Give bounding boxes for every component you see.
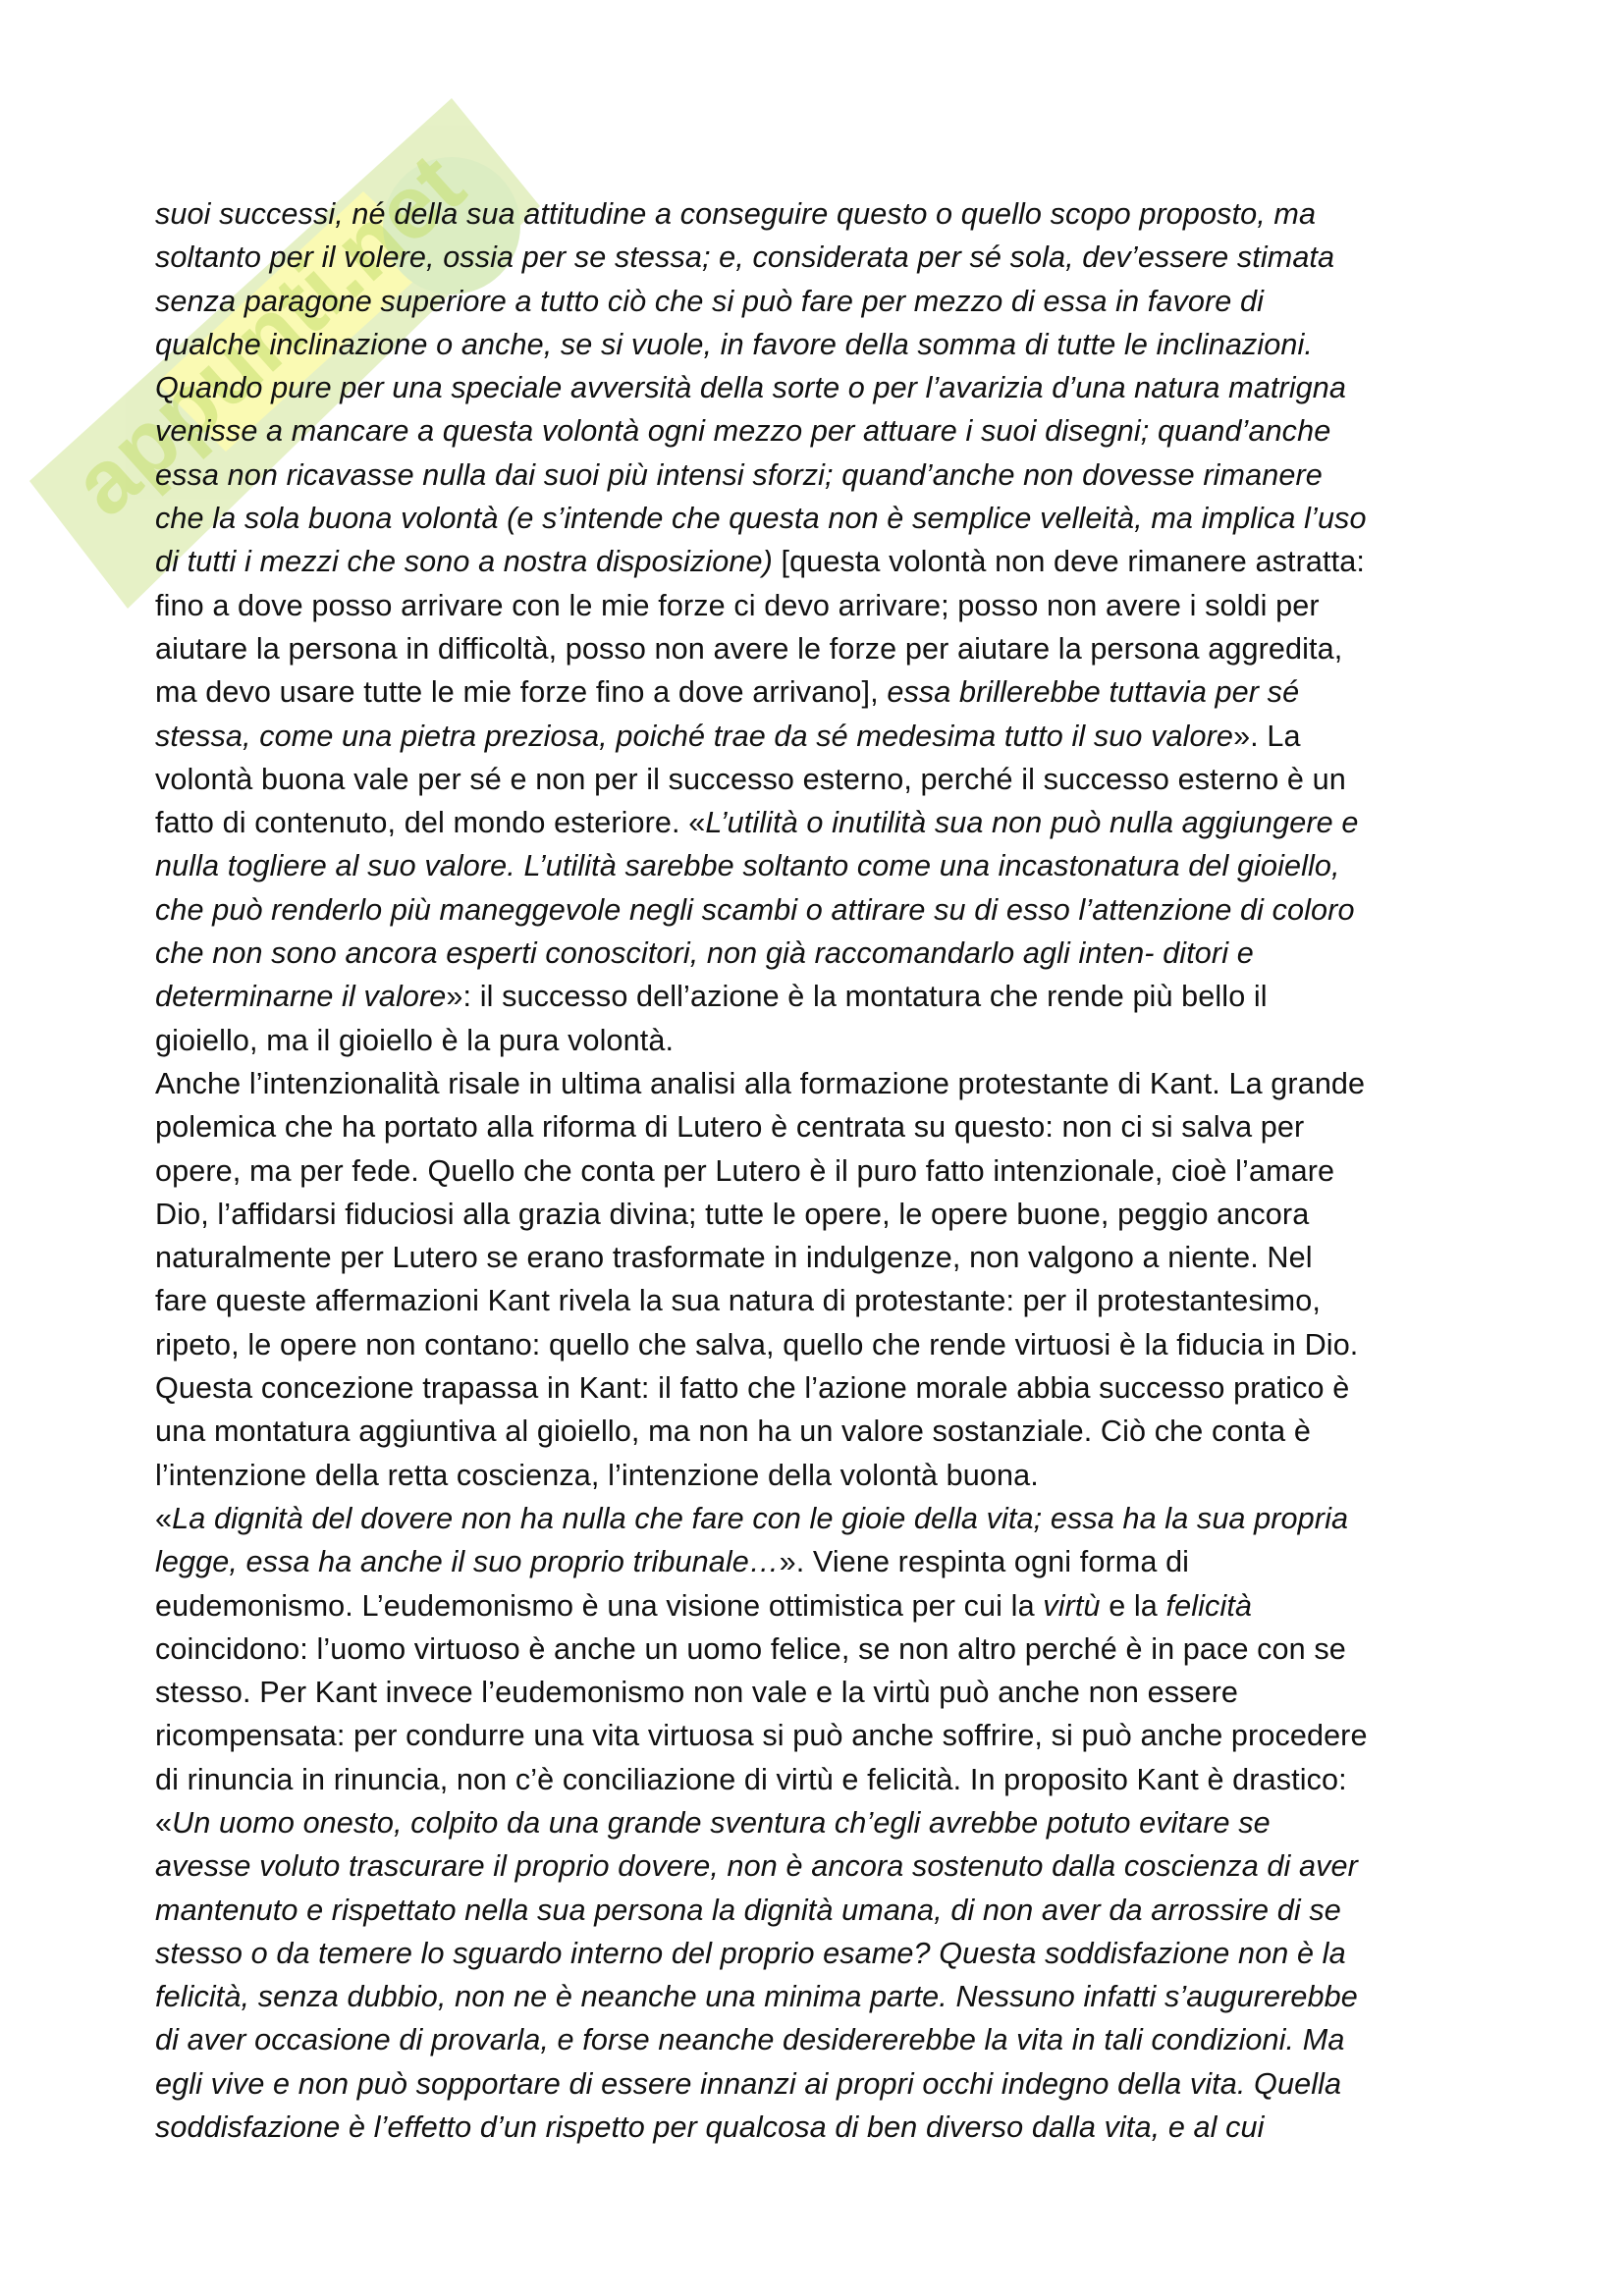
document-body bbox=[155, 192, 1487, 2149]
text-line bbox=[155, 280, 1487, 323]
quoted-text-segment: essa non ricavasse nulla dai suoi più intensi sforzi; quand’anche non dovesse rimanere bbox=[155, 457, 1323, 492]
quoted-text-segment: soddisfazione è l’effetto d’un rispetto per qualcosa di ben diverso dalla vita, e al cui bbox=[155, 2110, 1265, 2145]
quoted-text-segment: che la sola buona volontà (e s’intende che questa non è semplice velleità, ma implica l’uso bbox=[155, 502, 1367, 536]
text-line bbox=[155, 1540, 1487, 1583]
text-segment: e la bbox=[1100, 1588, 1166, 1623]
quoted-text-segment: mantenuto e rispettato nella sua persona la dignità umana, di non aver da arrossire di se bbox=[155, 1893, 1341, 1927]
text-line bbox=[155, 1410, 1487, 1453]
text-line bbox=[155, 801, 1487, 844]
text-line bbox=[155, 1105, 1487, 1148]
text-line bbox=[155, 715, 1487, 758]
text-line bbox=[155, 1671, 1487, 1714]
quoted-text-segment: felicità bbox=[1165, 1588, 1253, 1623]
quoted-text-segment: di aver occasione di provarla, e forse neanche desidererebbe la vita in tali condizioni. Ma bbox=[155, 2023, 1345, 2057]
text-line bbox=[155, 1497, 1487, 1540]
text-line bbox=[155, 2018, 1487, 2061]
text-segment: l’intenzione della retta coscienza, l’intenzione della volontà buona. bbox=[155, 1458, 1039, 1492]
text-line bbox=[155, 1758, 1487, 1801]
quoted-text-segment: senza paragone superiore a tutto ciò che si può fare per mezzo di essa in favore di bbox=[155, 284, 1265, 318]
quoted-text-segment: stesso o da temere lo sguardo interno del proprio esame? Questa soddisfazione non è la bbox=[155, 1936, 1346, 1970]
text-segment: « bbox=[155, 1501, 173, 1535]
text-segment: gioiello, ma il gioiello è la pura volontà. bbox=[155, 1023, 675, 1057]
text-segment: volontà buona vale per sé e non per il successo esterno, perché il successo esterno è un bbox=[155, 762, 1346, 796]
quoted-text-segment: venisse a mancare a questa volontà ogni mezzo per attuare i suoi disegni; quand’anche bbox=[155, 414, 1331, 449]
quoted-text-segment: stessa, come una pietra preziosa, poiché trae da sé medesima tutto il suo valore bbox=[155, 719, 1234, 753]
text-line bbox=[155, 1366, 1487, 1410]
quoted-text-segment: di tutti i mezzi che sono a nostra disposizione) bbox=[155, 545, 773, 579]
text-segment: naturalmente per Lutero se erano trasformate in indulgenze, non valgono a niente. Nel bbox=[155, 1241, 1313, 1275]
text-line bbox=[155, 1628, 1487, 1671]
text-line bbox=[155, 584, 1487, 627]
text-line bbox=[155, 1975, 1487, 2018]
quoted-text-segment: che può renderlo più maneggevole negli scambi o attirare su di esso l’attenzione di coloro bbox=[155, 892, 1355, 927]
quoted-text-segment: avesse voluto trascurare il proprio dovere, non è ancora sostenuto dalla coscienza di aver bbox=[155, 1849, 1358, 1884]
text-line bbox=[155, 1062, 1487, 1105]
text-line bbox=[155, 1454, 1487, 1497]
quoted-text-segment: qualche inclinazione o anche, se si vuole, in favore della somma di tutte le inclinazioni. bbox=[155, 327, 1314, 361]
quoted-text-segment: felicità, senza dubbio, non ne è neanche una minima parte. Nessuno infatti s’augurerebbe bbox=[155, 1980, 1358, 2014]
text-segment: Questa concezione trapassa in Kant: il fatto che l’azione morale abbia successo pratico è bbox=[155, 1371, 1350, 1406]
text-line bbox=[155, 236, 1487, 279]
quoted-text-segment: virtù bbox=[1043, 1588, 1101, 1623]
text-segment: Anche l’intenzionalità risale in ultima analisi alla formazione protestante di Kant. La grande bbox=[155, 1066, 1366, 1100]
quoted-text-segment: egli vive e non può sopportare di essere innanzi ai propri occhi indegno della vita. Quella bbox=[155, 2066, 1342, 2101]
quoted-text-segment: suoi successi, né della sua attitudine a conseguire questo o quello scopo proposto, ma bbox=[155, 197, 1317, 231]
watermark-text: appunti.net bbox=[54, 134, 483, 535]
text-segment: una montatura aggiuntiva al gioiello, ma non ha un valore sostanziale. Ciò che conta è bbox=[155, 1415, 1312, 1449]
text-line bbox=[155, 1279, 1487, 1322]
quoted-text-segment: soltanto per il volere, ossia per se stessa; e, considerata per sé sola, dev’essere stimata bbox=[155, 240, 1335, 275]
text-line bbox=[155, 1844, 1487, 1888]
text-segment: fare queste affermazioni Kant rivela la sua natura di protestante: per il protestantesimo, bbox=[155, 1284, 1321, 1318]
quoted-text-segment: che non sono ancora esperti conoscitori, non già raccomandarlo agli inten- ditori e bbox=[155, 936, 1254, 971]
text-line bbox=[155, 1584, 1487, 1628]
text-line bbox=[155, 1149, 1487, 1193]
text-line bbox=[155, 497, 1487, 540]
text-segment: ». La bbox=[1233, 719, 1301, 753]
text-line bbox=[155, 627, 1487, 670]
text-segment: di rinuncia in rinuncia, non c’è conciliazione di virtù e felicità. In proposito Kant è drastico: bbox=[155, 1762, 1347, 1796]
text-segment: ricompensata: per condurre una vita virtuosa si può anche soffrire, si può anche procedere bbox=[155, 1719, 1368, 1753]
text-segment: [questa volontà non deve rimanere astratta: bbox=[772, 545, 1365, 579]
text-segment: aiutare la persona in difficoltà, posso non avere le forze per aiutare la persona aggredita, bbox=[155, 631, 1343, 666]
text-line bbox=[155, 1323, 1487, 1366]
quoted-text-segment: legge, essa ha anche il suo proprio tribunale… bbox=[155, 1545, 780, 1579]
text-segment: »: il successo dell’azione è la montatura che rende più bello il bbox=[446, 980, 1268, 1014]
quoted-text-segment: determinarne il valore bbox=[155, 980, 447, 1014]
text-line bbox=[155, 1019, 1487, 1062]
text-segment: polemica che ha portato alla riforma di Lutero è centrata su questo: non ci si salva per bbox=[155, 1110, 1305, 1145]
text-segment: ripeto, le opere non contano: quello che salva, quello che rende virtuosi è la fiducia in Dio. bbox=[155, 1327, 1359, 1362]
text-segment: ma devo usare tutte le mie forze fino a dove arrivano], bbox=[155, 675, 888, 710]
text-segment: stesso. Per Kant invece l’eudemonismo non vale e la virtù può anche non essere bbox=[155, 1676, 1239, 1710]
quoted-text-segment: La dignità del dovere non ha nulla che fare con le gioie della vita; essa ha la sua propria bbox=[172, 1501, 1349, 1535]
text-segment: fino a dove posso arrivare con le mie forze ci devo arrivare; posso non avere i soldi per bbox=[155, 588, 1320, 622]
text-line bbox=[155, 975, 1487, 1018]
text-segment: « bbox=[155, 1805, 173, 1840]
text-segment: fatto di contenuto, del mondo esteriore. « bbox=[155, 806, 706, 840]
text-line bbox=[155, 1932, 1487, 1975]
text-line bbox=[155, 932, 1487, 975]
text-segment: coincidono: l’uomo virtuoso è anche un uomo felice, se non altro perché è in pace con se bbox=[155, 1631, 1346, 1666]
text-line bbox=[155, 888, 1487, 932]
text-line bbox=[155, 758, 1487, 801]
text-line bbox=[155, 1889, 1487, 1932]
text-segment: ». Viene respinta ogni forma di bbox=[779, 1545, 1190, 1579]
text-line bbox=[155, 323, 1487, 366]
quoted-text-segment: L’utilità o inutilità sua non può nulla aggiungere e bbox=[705, 806, 1359, 840]
text-line bbox=[155, 1714, 1487, 1757]
text-line bbox=[155, 1801, 1487, 1844]
text-segment: opere, ma per fede. Quello che conta per Lutero è il puro fatto intenzionale, cioè l’amare bbox=[155, 1153, 1335, 1188]
text-line bbox=[155, 192, 1487, 236]
text-line bbox=[155, 2062, 1487, 2106]
quoted-text-segment: nulla togliere al suo valore. L’utilità sarebbe soltanto come una incastonatura del gioiello, bbox=[155, 849, 1340, 883]
text-segment: eudemonismo. L’eudemonismo è una visione ottimistica per cui la bbox=[155, 1588, 1044, 1623]
text-line bbox=[155, 454, 1487, 497]
quoted-text-segment: Quando pure per una speciale avversità della sorte o per l’avarizia d’una natura matrigna bbox=[155, 371, 1346, 405]
text-segment: Dio, l’affidarsi fiduciosi alla grazia divina; tutte le opere, le opere buone, peggio ancora bbox=[155, 1197, 1310, 1231]
text-line bbox=[155, 2106, 1487, 2149]
text-line bbox=[155, 540, 1487, 583]
text-line bbox=[155, 366, 1487, 409]
text-line bbox=[155, 844, 1487, 887]
quoted-text-segment: essa brillerebbe tuttavia per sé bbox=[887, 675, 1300, 710]
text-line bbox=[155, 409, 1487, 453]
text-line bbox=[155, 1193, 1487, 1236]
quoted-text-segment: Un uomo onesto, colpito da una grande sventura ch’egli avrebbe potuto evitare se bbox=[172, 1805, 1271, 1840]
text-line bbox=[155, 670, 1487, 714]
text-line bbox=[155, 1236, 1487, 1279]
